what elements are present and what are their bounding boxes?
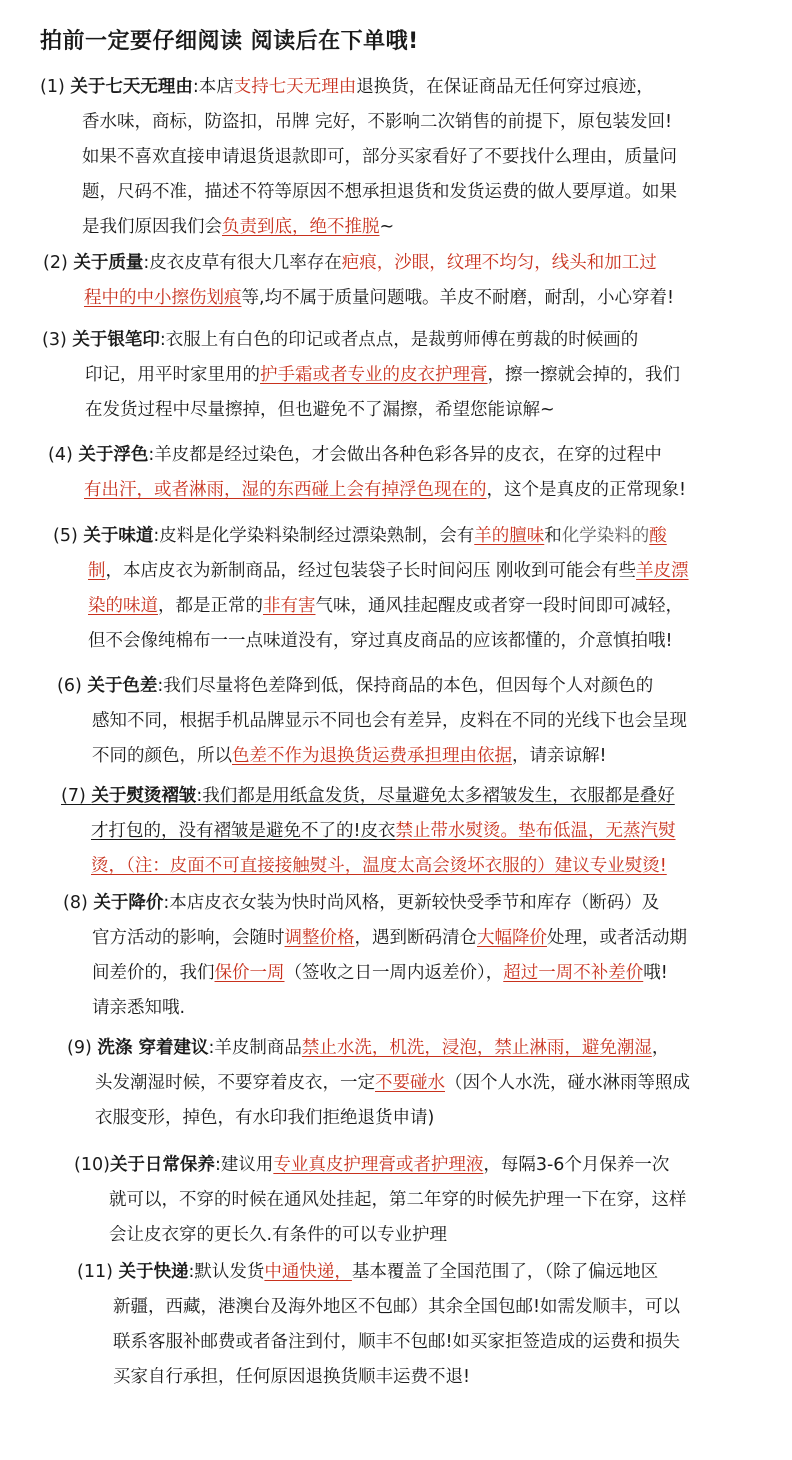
body-text: 基本覆盖了全国范围了，（除了偏远地区 [351, 1262, 659, 1282]
body-text: 但不会像纯棉布一一点味道没有，穿过真皮商品的应该都懂的，介意慎拍哦! [88, 631, 673, 651]
highlight-text: 色差不作为退换货运费承担理由依据 [232, 746, 512, 766]
notice-line [48, 438, 686, 473]
notice-line [53, 624, 689, 659]
body-text: :羊皮都是经过染色，才会做出各种色彩各异的皮衣，在穿的过程中 [148, 445, 662, 465]
body-text: 官方活动的影响，会随时 [92, 928, 285, 948]
highlight-text: 染的味道 [88, 596, 158, 616]
notice-item-10 [74, 1148, 687, 1253]
notice-item-9 [67, 1031, 690, 1136]
notice-item-4 [48, 438, 686, 508]
notice-line [67, 1031, 690, 1066]
section-heading: 关于七天无理由 [70, 77, 193, 97]
notice-line [61, 849, 676, 884]
highlight-text: 羊皮漂 [636, 561, 689, 581]
body-text: 哦! [643, 963, 668, 983]
body-text: :我们都是用纸盒发货，尽量避免太多褶皱发生，衣服都是叠好 [196, 786, 675, 806]
body-text: ， [651, 1038, 670, 1058]
notice-line [42, 323, 680, 358]
body-text: :皮料是化学染料染制经过漂染熟制，会有 [153, 526, 475, 546]
highlight-text: 烫，（注：皮面不可直接接触熨斗，温度太高会烫坏衣服的）建议专业熨烫! [91, 856, 667, 876]
body-text: 就可以，不穿的时候在通风处挂起，第二年穿的时候先护理一下在穿，这样 [109, 1190, 687, 1210]
body-text: (1) [40, 77, 71, 97]
highlight-text: 疤痕，沙眼，纹理不均匀，线头和加工过 [341, 253, 657, 273]
section-heading: 关于色差 [87, 676, 158, 696]
notice-line [57, 669, 687, 704]
notice-line [63, 886, 687, 921]
notice-item-11 [77, 1255, 680, 1395]
highlight-text: 不要碰水 [375, 1073, 445, 1093]
section-heading: 关于银笔印 [72, 330, 160, 350]
notice-line [53, 589, 689, 624]
body-text: 题，尺码不准，描述不符等原因不想承担退货和发货运费的做人要厚道。如果 [82, 182, 677, 202]
body-text: :衣服上有白色的印记或者点点，是裁剪师傅在剪裁的时候画的 [159, 330, 639, 350]
notice-line [40, 175, 677, 210]
highlight-text: 制 [88, 561, 106, 581]
notice-line [67, 1101, 690, 1136]
body-text: ，这个是真皮的正常现象! [486, 480, 687, 500]
body-text: 香水味，商标，防盗扣，吊牌 完好，不影响二次销售的前提下，原包装发回! [82, 112, 673, 132]
page-title: 拍前一定要仔细阅读 阅读后在下单哦! [40, 29, 419, 54]
notice-line [57, 704, 687, 739]
section-heading: 关于味道 [83, 526, 154, 546]
body-text: :羊皮制商品 [208, 1038, 302, 1058]
highlight-text: 非有害 [263, 596, 316, 616]
body-text: （签收之日一周内返差价）， [284, 963, 504, 983]
body-text: (4) [48, 445, 79, 465]
notice-item-7 [61, 779, 676, 884]
section-heading: 关于降价 [93, 893, 164, 913]
notice-line [42, 358, 680, 393]
notice-line [43, 281, 674, 316]
notice-line [74, 1218, 687, 1253]
body-text: (10) [74, 1155, 110, 1175]
body-text: (9) [67, 1038, 98, 1058]
body-text: :我们尽量将色差降到低，保持商品的本色，但因每个人对颜色的 [157, 676, 654, 696]
body-text: 买家自行承担，任何原因退换货顺丰运费不退! [113, 1367, 471, 1387]
highlight-text: 支持七天无理由 [233, 77, 357, 97]
notice-line [67, 1066, 690, 1101]
body-text: 和 [544, 526, 562, 546]
body-text: 在发货过程中尽量擦掉，但也避免不了漏擦，希望您能谅解~ [85, 400, 555, 420]
body-text: 衣服变形，掉色，有水印我们拒绝退货申请) [95, 1108, 435, 1128]
notice-item-1 [40, 70, 677, 245]
body-text: 新疆，西藏，港澳台及海外地区不包邮）其余全国包邮!如需发顺丰，可以 [113, 1297, 681, 1317]
notice-line [48, 473, 686, 508]
highlight-text: 负责到底，绝不推脱 [222, 217, 380, 237]
body-text: (6) [57, 676, 88, 696]
body-text: 请亲悉知哦. [92, 998, 186, 1018]
body-text: 印记，用平时家里用的 [85, 365, 260, 385]
body-text: 等,均不属于质量问题哦。羊皮不耐磨，耐刮，小心穿着! [241, 288, 675, 308]
body-text: 处理，或者活动期 [547, 928, 687, 948]
notice-line [61, 779, 676, 814]
body-text: 联系客服补邮费或者备注到付，顺丰不包邮!如买家拒签造成的运费和损失 [113, 1332, 681, 1352]
body-text: 会让皮衣穿的更长久.有条件的可以专业护理 [109, 1225, 448, 1245]
highlight-text: 程中的中小擦伤划痕 [84, 288, 242, 308]
body-text: 才打包的，没有褶皱是避免不了的!皮衣 [91, 821, 396, 841]
notice-item-2 [43, 246, 674, 316]
notice-line [53, 519, 689, 554]
body-text: (2) [43, 253, 74, 273]
highlight-text: 护手霜或者专业的皮衣护理膏 [260, 365, 488, 385]
notice-line [77, 1255, 680, 1290]
notice-line [40, 70, 677, 105]
body-text: (11) [77, 1262, 119, 1282]
highlight-text: 有出汗，或者淋雨，湿的东西碰上会有掉浮色现在的 [84, 480, 487, 500]
body-text: 化学染料的 [561, 526, 650, 546]
body-text: :默认发货 [188, 1262, 265, 1282]
body-text: 不同的颜色，所以 [92, 746, 232, 766]
body-text: ，本店皮衣为新制商品，经过包装袋子长时间闷压 刚收到可能会有些 [105, 561, 637, 581]
notice-line [74, 1183, 687, 1218]
section-heading: 关于浮色 [78, 445, 149, 465]
highlight-text: 禁止带水熨烫。垫布低温，无蒸汽熨 [395, 821, 676, 841]
body-text: (7) [61, 786, 92, 806]
notice-line [63, 921, 687, 956]
highlight-text: 羊的膻味 [474, 526, 545, 546]
body-text: (8) [63, 893, 94, 913]
notice-line [42, 393, 680, 428]
notice-line [77, 1360, 680, 1395]
notice-line [61, 814, 676, 849]
highlight-text: 中通快递， [264, 1262, 352, 1282]
notice-line [43, 246, 674, 281]
section-heading: 关于质量 [73, 253, 144, 273]
section-heading: 关于熨烫褶皱 [91, 786, 197, 806]
notice-line [74, 1148, 687, 1183]
body-text: ，每隔3-6个月保养一次 [483, 1155, 670, 1175]
body-text: :本店 [192, 77, 234, 97]
body-text: ，请亲谅解! [512, 746, 607, 766]
notice-line [63, 956, 687, 991]
notice-line [40, 140, 677, 175]
highlight-text: 专业真皮护理膏或者护理液 [273, 1155, 484, 1175]
highlight-text: 大幅降价 [477, 928, 547, 948]
notice-item-8 [63, 886, 687, 1026]
section-heading: 洗涤 穿着建议 [97, 1038, 209, 1058]
body-text: (3) [42, 330, 73, 350]
body-text: (5) [53, 526, 84, 546]
body-text: 是我们原因我们会 [82, 217, 222, 237]
notice-item-5 [53, 519, 689, 659]
notice-line [53, 554, 689, 589]
body-text: 退换货，在保证商品无任何穿过痕迹， [356, 77, 654, 97]
section-heading: 关于日常保养 [109, 1155, 215, 1175]
body-text: （因个人水洗，碰水淋雨等照成 [445, 1073, 690, 1093]
notice-line [40, 210, 677, 245]
highlight-text: 酸 [649, 526, 667, 546]
body-text: 头发潮湿时候，不要穿着皮衣，一定 [95, 1073, 375, 1093]
notice-line [57, 739, 687, 774]
notice-line [77, 1290, 680, 1325]
body-text: 间差价的，我们 [92, 963, 215, 983]
section-heading: 关于快递 [118, 1262, 189, 1282]
notice-item-3 [42, 323, 680, 428]
body-text: 气味，通风挂起醒皮或者穿一段时间即可减轻， [315, 596, 683, 616]
body-text: :本店皮衣女装为快时尚风格，更新较快受季节和库存（断码）及 [163, 893, 660, 913]
body-text: ~ [379, 217, 395, 237]
body-text: ，遇到断码清仓 [354, 928, 477, 948]
body-text: :皮衣皮草有很大几率存在 [143, 253, 342, 273]
highlight-text: 禁止水洗，机洗，浸泡，禁止淋雨，避免潮湿 [301, 1038, 652, 1058]
body-text: ，擦一擦就会掉的，我们 [487, 365, 680, 385]
body-text: ，都是正常的 [158, 596, 263, 616]
body-text: :建议用 [214, 1155, 274, 1175]
notice-line [63, 991, 687, 1026]
notice-line [77, 1325, 680, 1360]
body-text: 如果不喜欢直接申请退货退款即可，部分买家看好了不要找什么理由，质量问 [82, 147, 677, 167]
highlight-text: 超过一周不补差价 [503, 963, 644, 983]
notice-item-6 [57, 669, 687, 774]
highlight-text: 保价一周 [214, 963, 285, 983]
body-text: 感知不同，根据手机品牌显示不同也会有差异，皮料在不同的光线下也会呈现 [92, 711, 687, 731]
notice-line [40, 105, 677, 140]
highlight-text: 调整价格 [284, 928, 355, 948]
